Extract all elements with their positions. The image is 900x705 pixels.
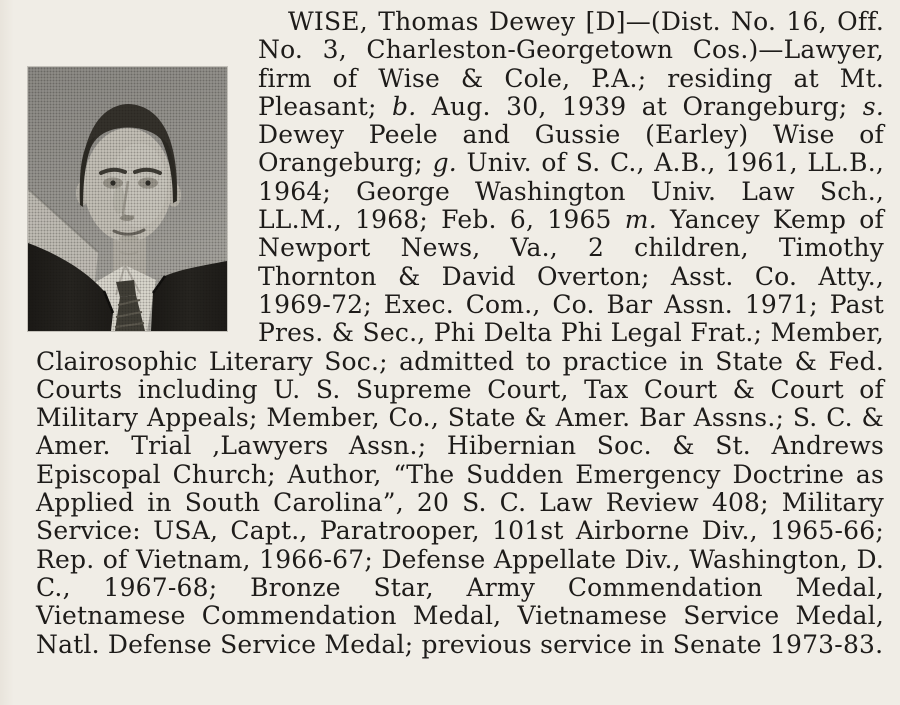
entry-name: WISE, Thomas Dewey <box>288 7 576 36</box>
bio-text: Univ. of S. C., A.B., 1961, LL.B., 1964; George Washington Univ. Law Sch., LL.M., 1968; Feb. 6, 1965 <box>258 148 884 235</box>
entry-party-district: [D]—(Dist. No. 16, Off. No. 3, Charleston-Georgetown Cos.)— <box>258 7 884 65</box>
portrait-photo <box>28 67 227 331</box>
bio-text: Lawyer, firm of Wise & Cole, P.A.; residing at Mt. Pleasant; <box>258 35 884 121</box>
portrait-illustration <box>28 67 227 331</box>
bio-text: Aug. 30, 1939 at Orangeburg; <box>416 91 863 121</box>
abbr-born: b. <box>392 91 417 121</box>
abbr-married: m. <box>624 205 657 235</box>
bio-text: Yancey Kemp of Newport News, Va., 2 children, Timothy Thornton & David Overton; Asst. Co. Atty., 1969-72; Exec. Com., Co. Bar Assn. 1971; Past Pres. & Sec., Phi Delta Phi Legal Frat.; Member, Clairosophic Literary Soc.; admitted to practice in State & Fed. Courts including U. S. Supreme Court, Tax Court & Court of Military Appeals; Member, Co., State & Amer. Bar Assns.; S. C. & Amer. Trial ,Lawyers Assn.; Hibernian Soc. & St. Andrews Episcopal Church; Author, “The Sudden Emergency Doctrine as Applied in South Carolina”, 20 S. C. Law Review 408; Military Service: USA, Capt., Paratrooper, 101st Airborne Div., 1965-66; Rep. of Vietnam, 1966-67; Defense Appellate Div., Washington, D. C., 1967-68; Bronze Star, Army Commendation Medal, Vietnamese Commendation Medal, Vietnamese Service Medal, Natl. Defense Service Medal; previous service in Senate 1973-83. <box>36 205 884 659</box>
portrait-float-area <box>36 8 258 338</box>
bio-text: Dewey Peele and Gussie (Earley) Wise of Orangeburg; <box>258 120 884 178</box>
abbr-graduated: g. <box>432 148 457 178</box>
abbr-son-of: s. <box>862 91 884 121</box>
